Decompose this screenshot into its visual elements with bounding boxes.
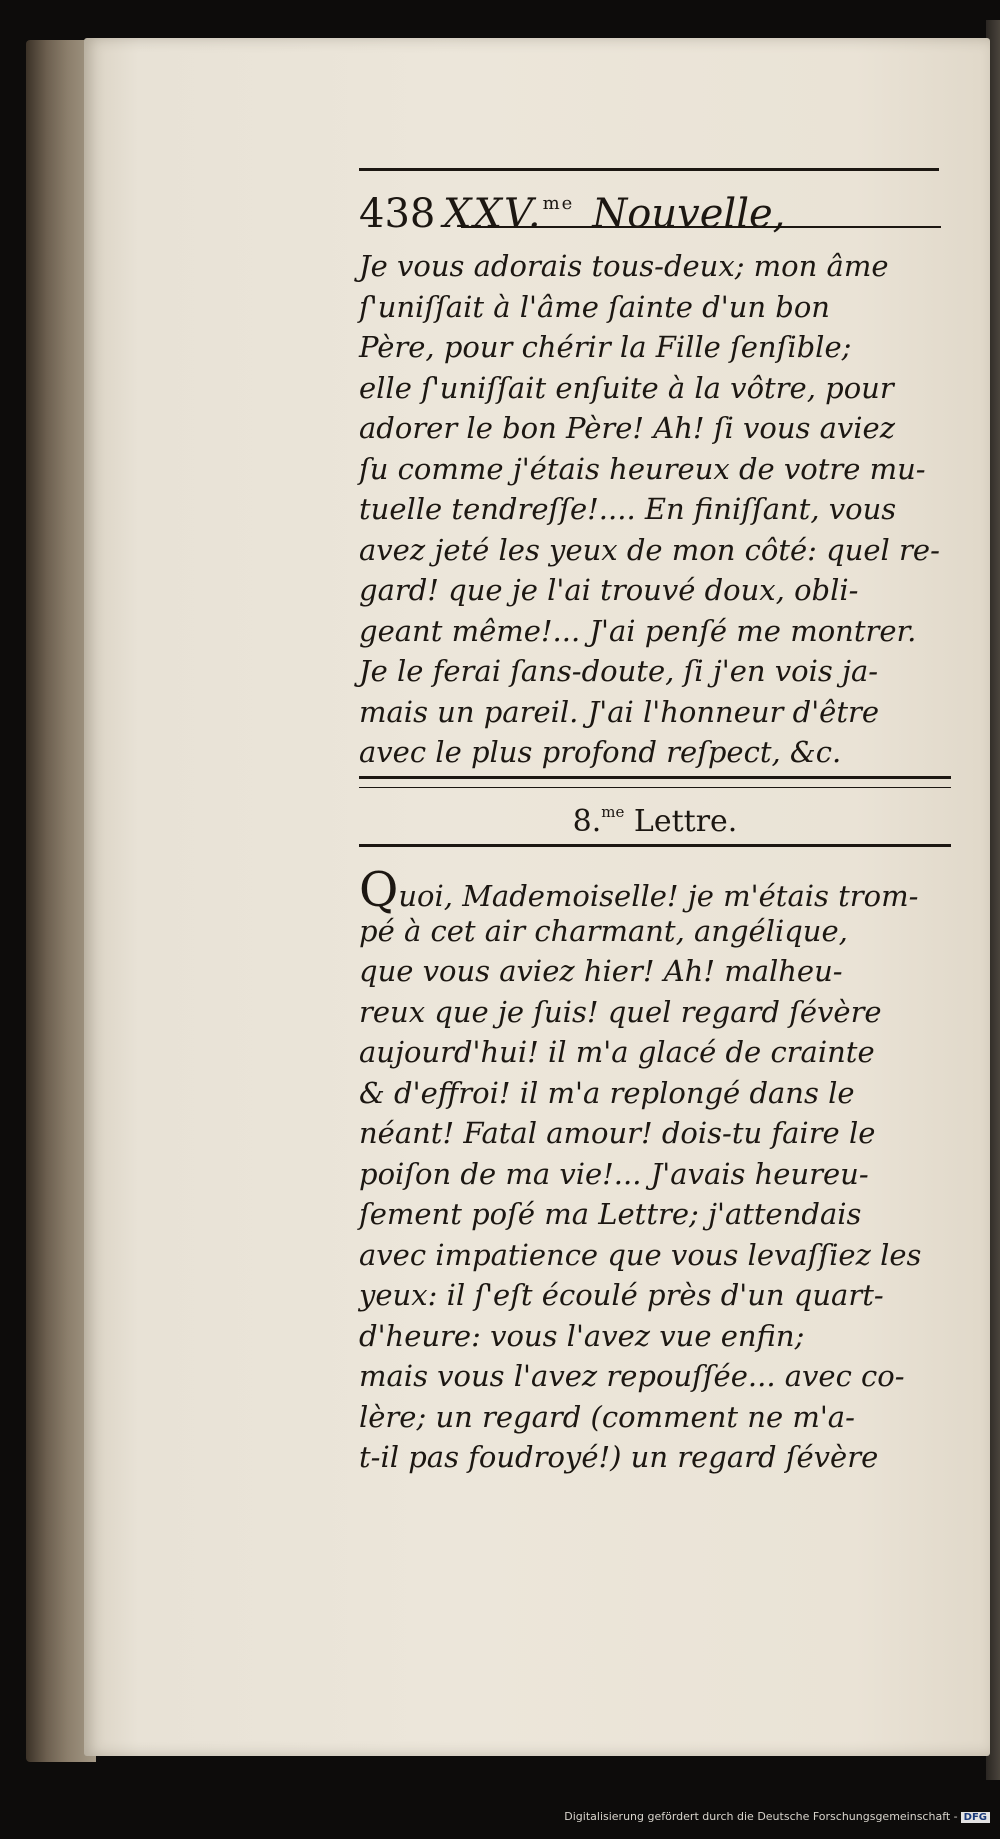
chapter-number [443,191,574,237]
first-text-line [359,862,959,918]
text-line: d'heure: vous l'avez vue enfin; [359,1318,805,1353]
letter-number-superscript: me [601,803,625,821]
drop-cap: Q [359,862,399,918]
text-line: mais vous l'avez repouſſée... avec co- [359,1359,905,1393]
letter-label: Lettre. [633,804,738,839]
letter-body [359,862,959,1478]
page-number: 438 [359,191,436,237]
text-line: lère; un regard (comment ne m'a- [359,1399,855,1434]
text-line: ſement poſé ma Lettre; j'attendais [359,1197,862,1231]
text-line: elle ſ'uniſſait enſuite à la vôtre, pour [359,370,894,405]
header-bottom-rule [461,226,941,228]
text-line: avec impatience que vous levaſſiez les [359,1237,922,1272]
chapter-superscript: me [542,193,575,214]
digitization-credit [564,1810,990,1823]
first-line-text: uoi, Mademoiselle! je m'étais trom- [398,879,919,913]
text-line: poiſon de ma vie!... J'avais heureu- [359,1156,869,1191]
text-line: avez jeté les yeux de mon côté: quel re- [359,532,940,567]
text-line: mais un pareil. J'ai l'honneur d'être [359,694,880,729]
text-line: avec le plus profond reſpect, &c. [359,735,842,769]
credit-text: Digitalisierung gefördert durch die Deutsche Forschungsgemeinschaft - [564,1810,958,1823]
running-title: Nouvelle, [592,191,786,237]
heading-underline [359,844,951,847]
text-line: pé à cet air charmant, angélique, [359,913,848,948]
separator-thick-rule [359,776,951,779]
chapter-numeral: XXV. [443,191,543,237]
section-separator [359,776,951,788]
text-line: Père, pour chérir la Fille ſenſible; [359,330,852,364]
dfg-logo: DFG [961,1812,990,1823]
text-line: ſ'uniſſait à l'âme ſainte d'un bon [359,289,830,324]
letter-number: 8. [572,804,602,839]
text-line: gard! que je l'ai trouvé doux, obli- [359,573,859,607]
text-line: geant même!... J'ai penſé me montrer. [359,613,917,648]
header-top-rule [359,168,939,171]
text-line: yeux: il ſ'eſt écoulé près d'un quart- [359,1278,884,1312]
text-line: néant! Fatal amour! dois-tu faire le [359,1116,876,1150]
text-line: t-il pas foudroyé!) un regard ſévère [359,1440,879,1474]
text-line: ſu comme j'étais heureux de votre mu- [359,451,926,486]
text-line: tuelle tendreſſe!.... En finiſſant, vous [359,492,897,526]
text-line: reux que je ſuis! quel regard ſévère [359,994,882,1029]
previous-letter-ending [359,246,959,773]
text-line: adorer le bon Père! Ah! ſi vous aviez [359,411,895,445]
text-line: & d'effroi! il m'a replongé dans le [359,1075,855,1110]
text-line: aujourd'hui! il m'a glacé de crainte [359,1035,875,1069]
text-line: Je vous adorais tous-deux; mon âme [359,249,889,283]
running-header [359,180,939,237]
text-line: Je le ferai ſans-doute, ſi j'en vois ja- [359,654,879,688]
text-line: que vous aviez hier! Ah! malheu- [359,954,843,988]
letter-heading [359,788,951,846]
